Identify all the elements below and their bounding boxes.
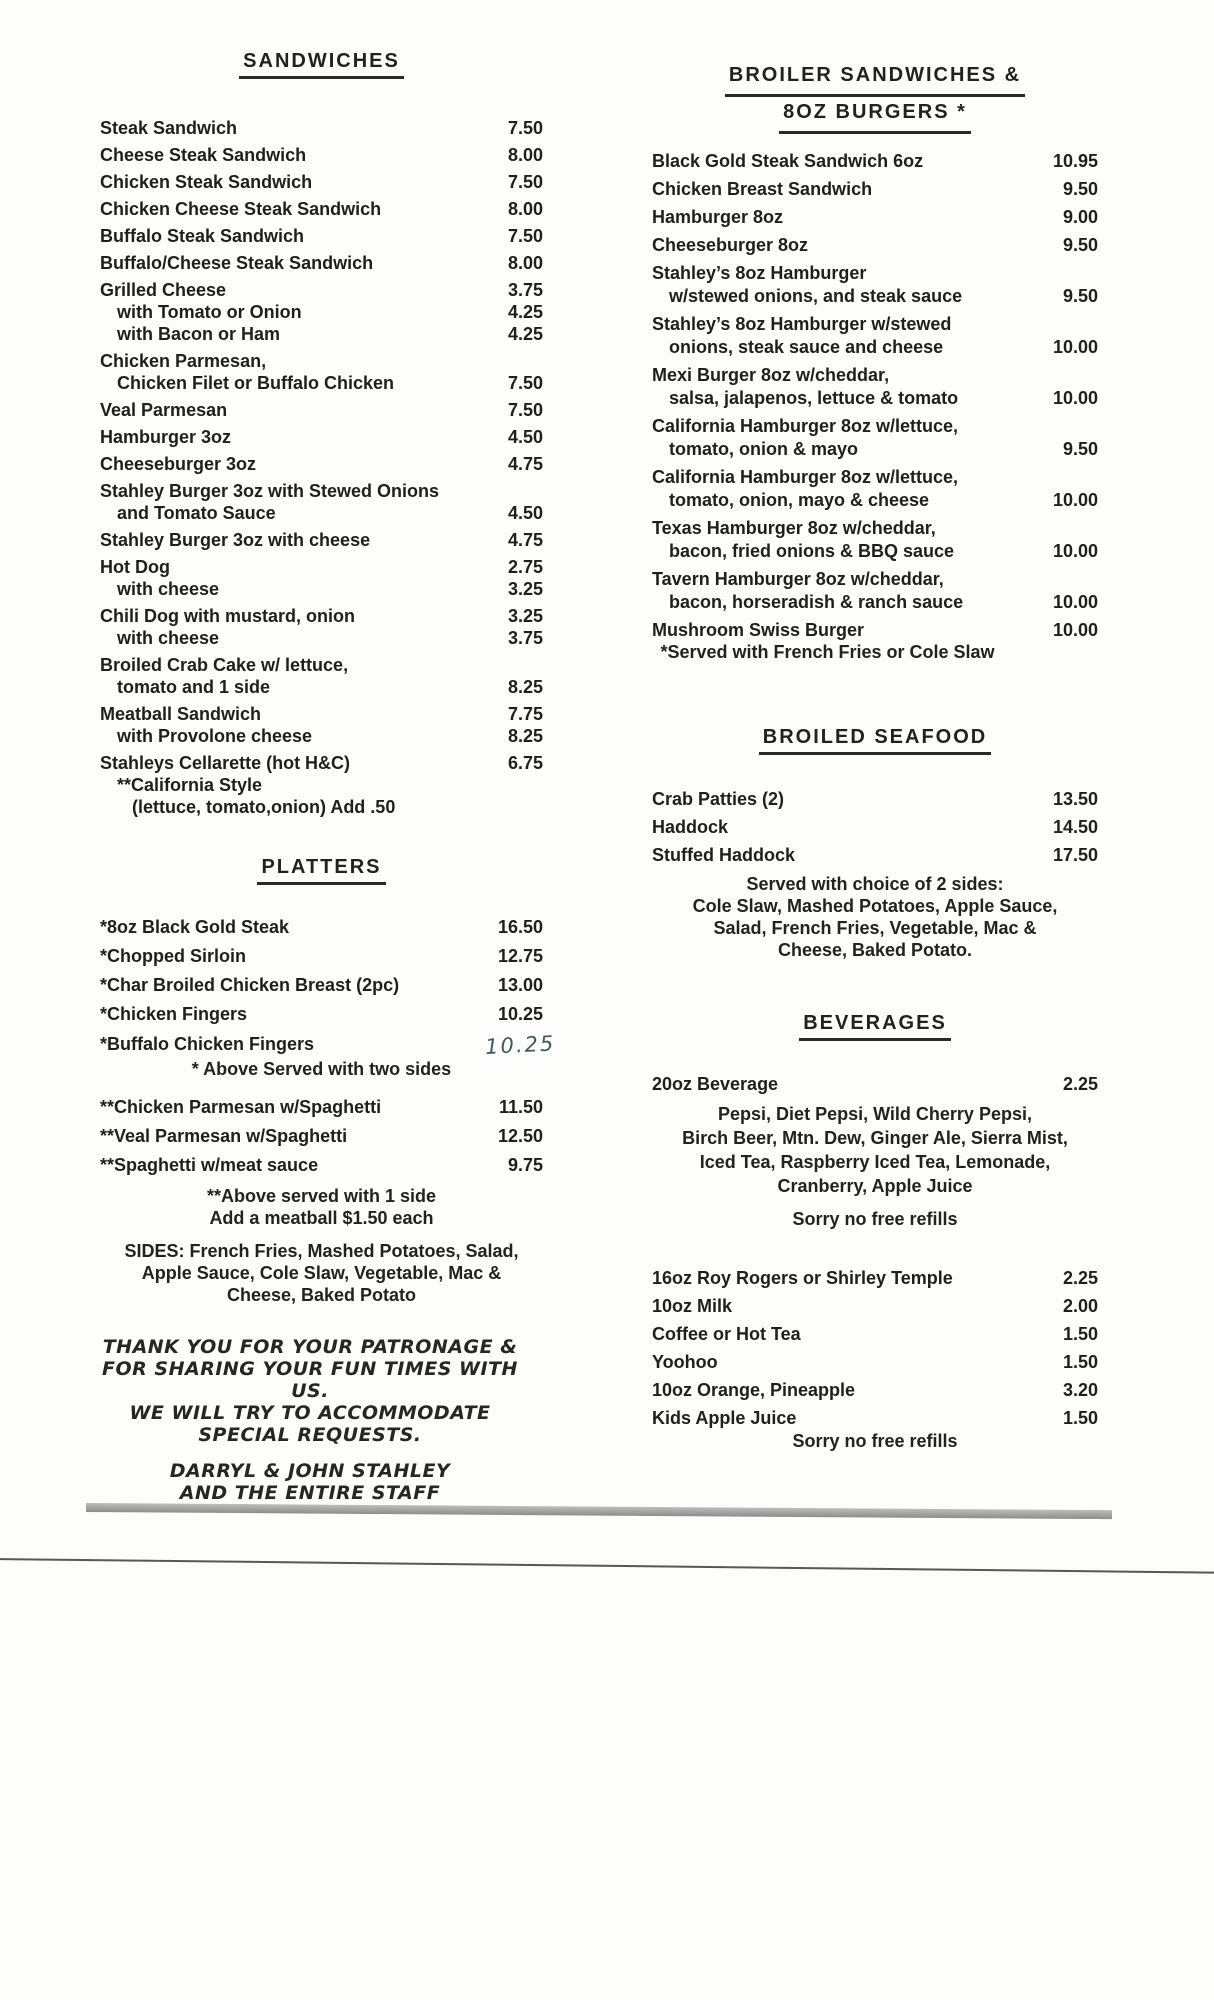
menu-item-row — [100, 915, 543, 939]
menu-item-row — [652, 285, 1098, 308]
menu-item-row — [100, 973, 543, 997]
menu-item-name: *Chicken Fingers — [100, 1004, 248, 1024]
menu-item-row — [652, 1267, 1098, 1290]
text-line: Cole Slaw, Mashed Potatoes, Apple Sauce, — [692, 896, 1058, 916]
menu-item-name: **Veal Parmesan w/Spaghetti — [100, 1126, 348, 1146]
menu-item-row — [652, 364, 1098, 387]
menu-item-row — [652, 568, 1098, 591]
menu-item-row — [652, 262, 1098, 285]
menu-item-price: 2.00 — [1062, 1296, 1098, 1316]
menu-item-row — [100, 529, 543, 551]
menu-item-name: Veal Parmesan — [100, 400, 228, 420]
menu-item-row — [652, 619, 1098, 642]
menu-item-price: 17.50 — [1052, 845, 1098, 865]
menu-item-price: 9.75 — [507, 1155, 543, 1175]
menu-item-row — [652, 1295, 1098, 1318]
thick-divider-line — [86, 1503, 1112, 1519]
menu-item-name: Chicken Cheese Steak Sandwich — [100, 199, 382, 219]
menu-item-name: Cheese Steak Sandwich — [100, 145, 307, 165]
thank-you-lines — [90, 1336, 530, 1446]
menu-item-row — [652, 234, 1098, 257]
menu-item-price: 7.50 — [507, 373, 543, 393]
menu-item-row — [652, 387, 1098, 410]
broiler-heading — [652, 60, 1098, 134]
menu-item-price: 10.00 — [1052, 541, 1098, 561]
menu-item-row — [652, 336, 1098, 359]
menu-item-price: 1.50 — [1062, 1352, 1098, 1372]
menu-item-row — [100, 1153, 543, 1177]
menu-item-price: 3.20 — [1062, 1380, 1098, 1400]
menu-item-name: Crab Patties (2) — [652, 789, 785, 809]
platters-note-meatball: Add a meatball $1.50 each — [209, 1208, 434, 1228]
text-line: Served with choice of 2 sides: — [746, 874, 1004, 894]
platters-note-one-side — [100, 1185, 543, 1229]
text-line: Birch Beer, Mtn. Dew, Ginger Ale, Sierra Mist, — [682, 1128, 1068, 1148]
menu-item-price: 9.00 — [1062, 207, 1098, 227]
menu-item-name: with cheese — [117, 628, 220, 648]
menu-item-row — [100, 350, 543, 372]
text-line: SIDES: French Fries, Mashed Potatoes, Salad, — [124, 1241, 519, 1261]
menu-item-name: Cheeseburger 3oz — [100, 454, 257, 474]
menu-item-row — [652, 1073, 1098, 1096]
menu-item-price: 4.50 — [507, 503, 543, 523]
menu-item-price: 13.00 — [497, 975, 543, 995]
menu-item-row — [652, 517, 1098, 540]
menu-item-name: *Char Broiled Chicken Breast (2pc) — [100, 975, 400, 995]
menu-item-row — [100, 1124, 543, 1148]
menu-item-row — [100, 676, 543, 698]
menu-item-row — [100, 627, 543, 649]
menu-item-name: Cheeseburger 8oz — [652, 235, 809, 255]
menu-item-name: 10oz Orange, Pineapple — [652, 1380, 856, 1400]
menu-item-name: with Bacon or Ham — [117, 324, 281, 344]
menu-item-price: 10.00 — [1052, 490, 1098, 510]
menu-item-row — [652, 1379, 1098, 1402]
menu-item-name: with Tomato or Onion — [117, 302, 302, 322]
menu-item-row — [100, 605, 543, 627]
menu-item-price: 7.75 — [507, 704, 543, 724]
menu-item-price: 8.00 — [507, 253, 543, 273]
menu-item-name: Broiled Crab Cake w/ lettuce, — [100, 655, 349, 675]
menu-item-price: 7.50 — [507, 400, 543, 420]
menu-item-price: 11.50 — [498, 1097, 543, 1117]
broiler-heading-line2: 8OZ BURGERS * — [652, 97, 1098, 134]
menu-item-row — [100, 1095, 543, 1119]
menu-item-name: bacon, horseradish & ranch sauce — [669, 592, 964, 612]
menu-item-row — [100, 453, 543, 475]
menu-item-name: 10oz Milk — [652, 1296, 733, 1316]
page-edge-line — [0, 1558, 1214, 1574]
menu-item-name: Meatball Sandwich — [100, 704, 262, 724]
menu-item-name: Stahley Burger 3oz with cheese — [100, 530, 371, 550]
menu-item-price: 12.50 — [497, 1126, 543, 1146]
menu-item-name: Mexi Burger 8oz w/cheddar, — [652, 365, 890, 385]
menu-item-price: 10.00 — [1052, 337, 1098, 357]
menu-item-row — [652, 438, 1098, 461]
menu-item-row — [100, 502, 543, 524]
menu-item-price: 4.25 — [507, 302, 543, 322]
menu-item-name: onions, steak sauce and cheese — [669, 337, 944, 357]
text-line: Cheese, Baked Potato. — [777, 940, 973, 960]
menu-item-name: *Buffalo Chicken Fingers — [100, 1034, 315, 1054]
text-line: WE WILL TRY TO ACCOMMODATE — [129, 1402, 491, 1424]
menu-item-row — [100, 725, 543, 747]
menu-item-price: 9.50 — [1062, 179, 1098, 199]
menu-item-name: Grilled Cheese — [100, 280, 227, 300]
menu-item-row — [100, 796, 543, 818]
menu-item-row — [652, 313, 1098, 336]
menu-item-name: tomato, onion & mayo — [669, 439, 858, 459]
menu-item-name: Hot Dog — [100, 557, 170, 577]
menu-item-price: 12.75 — [497, 946, 543, 966]
thank-you-note — [90, 1336, 530, 1504]
handwritten-price: 10.25 — [484, 1031, 556, 1059]
menu-item-price: 9.50 — [1062, 235, 1098, 255]
menu-item-row — [652, 1323, 1098, 1346]
text-line: SPECIAL REQUESTS. — [198, 1424, 422, 1446]
menu-item-name: Stahleys Cellarette (hot H&C) — [100, 753, 351, 773]
platters-list — [100, 910, 556, 1059]
menu-item-price: 16.50 — [497, 917, 543, 937]
menu-item-price: 7.50 — [507, 118, 543, 138]
menu-item-row — [100, 117, 543, 139]
menu-item-name: **California Style — [117, 775, 263, 795]
menu-item-price: 4.75 — [507, 530, 543, 550]
menu-item-name: Stahley’s 8oz Hamburger — [652, 263, 867, 283]
menu-item-price: 8.00 — [507, 145, 543, 165]
menu-item-row — [100, 480, 543, 502]
seafood-heading — [652, 726, 1098, 755]
beverages-heading — [652, 1012, 1098, 1041]
menu-item-row — [100, 144, 543, 166]
menu-item-name: *8oz Black Gold Steak — [100, 917, 290, 937]
menu-item-price: 10.95 — [1052, 151, 1098, 171]
seafood-list — [652, 783, 1098, 867]
menu-item-name: Stahley Burger 3oz with Stewed Onions — [100, 481, 440, 501]
menu-item-price: 8.25 — [507, 677, 543, 697]
text-line: Salad, French Fries, Vegetable, Mac & — [713, 918, 1037, 938]
menu-item-name: Stuffed Haddock — [652, 845, 796, 865]
menu-item-price: 10.00 — [1052, 592, 1098, 612]
sandwiches-heading-text: SANDWICHES — [239, 50, 404, 79]
menu-item-row — [652, 489, 1098, 512]
menu-item-price: 9.50 — [1062, 286, 1098, 306]
menu-item-name: Haddock — [652, 817, 729, 837]
menu-item-name: 16oz Roy Rogers or Shirley Temple — [652, 1268, 953, 1288]
menu-item-name: California Hamburger 8oz w/lettuce, — [652, 416, 959, 436]
platters-pasta-list — [100, 1090, 543, 1177]
menu-item-name: Black Gold Steak Sandwich 6oz — [652, 151, 924, 171]
sides-list-text — [100, 1240, 543, 1306]
menu-item-row — [652, 178, 1098, 201]
menu-item-price: 8.00 — [507, 199, 543, 219]
menu-item-row — [652, 1351, 1098, 1374]
menu-item-price: 4.75 — [507, 454, 543, 474]
menu-item-name: Tavern Hamburger 8oz w/cheddar, — [652, 569, 944, 589]
text-line: Iced Tea, Raspberry Iced Tea, Lemonade, — [699, 1152, 1051, 1172]
menu-item-price: 2.25 — [1062, 1268, 1098, 1288]
menu-item-row — [100, 323, 543, 345]
text-line: Apple Sauce, Cole Slaw, Vegetable, Mac & — [141, 1263, 502, 1283]
menu-item-price: 4.25 — [507, 324, 543, 344]
menu-item-name: bacon, fried onions & BBQ sauce — [669, 541, 955, 561]
broiler-list — [652, 145, 1098, 642]
menu-item-price: 9.50 — [1062, 439, 1098, 459]
signature-lines — [90, 1460, 530, 1504]
platters-note-two-sides: * Above Served with two sides — [191, 1059, 452, 1079]
menu-item-name: Coffee or Hot Tea — [652, 1324, 801, 1344]
text-line: Pepsi, Diet Pepsi, Wild Cherry Pepsi, — [718, 1104, 1032, 1124]
menu-item-price: 6.75 — [507, 753, 543, 773]
menu-item-row — [100, 556, 543, 578]
menu-item-row — [100, 752, 543, 774]
platters-note-one-side-line1: **Above served with 1 side — [206, 1186, 437, 1206]
menu-item-name: Steak Sandwich — [100, 118, 238, 138]
beverages-heading-text: BEVERAGES — [799, 1012, 951, 1041]
menu-item-name: Hamburger 8oz — [652, 207, 784, 227]
no-free-refills-2: Sorry no free refills — [792, 1431, 958, 1451]
menu-item-name: Chicken Breast Sandwich — [652, 179, 873, 199]
menu-item-price: 2.25 — [1062, 1074, 1098, 1094]
menu-item-price: 7.50 — [507, 172, 543, 192]
beverages-list-2 — [652, 1262, 1098, 1430]
menu-item-row — [652, 466, 1098, 489]
sandwiches-heading — [100, 50, 543, 79]
menu-item-price: 4.50 — [507, 427, 543, 447]
menu-item-row — [100, 1031, 556, 1059]
menu-item-name: California Hamburger 8oz w/lettuce, — [652, 467, 959, 487]
menu-item-name: Kids Apple Juice — [652, 1408, 797, 1428]
menu-item-price: 14.50 — [1052, 817, 1098, 837]
menu-item-name: Yoohoo — [652, 1352, 718, 1372]
menu-item-row — [100, 198, 543, 220]
menu-item-price: 10.25 — [497, 1004, 543, 1024]
menu-item-name: 20oz Beverage — [652, 1074, 779, 1094]
seafood-heading-text: BROILED SEAFOOD — [759, 726, 991, 755]
menu-item-price: 2.75 — [507, 557, 543, 577]
menu-item-row — [100, 252, 543, 274]
menu-item-name: Buffalo/Cheese Steak Sandwich — [100, 253, 374, 273]
menu-item-name: Stahley’s 8oz Hamburger w/stewed — [652, 314, 952, 334]
menu-item-row — [652, 415, 1098, 438]
menu-item-name: Texas Hamburger 8oz w/cheddar, — [652, 518, 936, 538]
menu-item-row — [100, 1002, 543, 1026]
menu-item-row — [652, 788, 1098, 811]
menu-item-name: Chili Dog with mustard, onion — [100, 606, 355, 626]
menu-item-name: Buffalo Steak Sandwich — [100, 226, 305, 246]
menu-item-name: tomato, onion, mayo & cheese — [669, 490, 930, 510]
menu-item-row — [652, 591, 1098, 614]
menu-item-price: 10.00 — [1052, 620, 1098, 640]
menu-item-name: **Spaghetti w/meat sauce — [100, 1155, 319, 1175]
menu-item-row — [100, 703, 543, 725]
menu-item-price: 3.25 — [507, 606, 543, 626]
menu-item-name: Mushroom Swiss Burger — [652, 620, 865, 640]
menu-item-row — [652, 844, 1098, 867]
menu-item-name: **Chicken Parmesan w/Spaghetti — [100, 1097, 382, 1117]
platters-heading — [100, 856, 543, 885]
no-free-refills-1: Sorry no free refills — [792, 1209, 958, 1229]
menu-item-price: 3.25 — [507, 579, 543, 599]
menu-item-price: 10.00 — [1052, 388, 1098, 408]
menu-item-price: 1.50 — [1062, 1324, 1098, 1344]
platters-heading-text: PLATTERS — [257, 856, 385, 885]
menu-item-row — [100, 774, 543, 796]
text-line: Cranberry, Apple Juice — [777, 1176, 973, 1196]
menu-item-row — [100, 426, 543, 448]
menu-item-name: tomato and 1 side — [117, 677, 271, 697]
menu-item-row — [652, 816, 1098, 839]
menu-item-name: Chicken Filet or Buffalo Chicken — [117, 373, 395, 393]
text-line: FOR SHARING YOUR FUN TIMES WITH US. — [102, 1358, 518, 1402]
menu-item-price: 7.50 — [507, 226, 543, 246]
beverage-flavors — [652, 1102, 1098, 1198]
beverages-list-1 — [652, 1068, 1098, 1096]
menu-item-row — [100, 372, 543, 394]
menu-item-name: *Chopped Sirloin — [100, 946, 246, 966]
text-line: THANK YOU FOR YOUR PATRONAGE & — [102, 1336, 518, 1358]
menu-item-price: 13.50 — [1052, 789, 1098, 809]
menu-item-name: w/stewed onions, and steak sauce — [669, 286, 963, 306]
menu-item-name: and Tomato Sauce — [117, 503, 276, 523]
menu-item-price: 3.75 — [507, 280, 543, 300]
sandwiches-list — [100, 112, 543, 818]
menu-item-row — [100, 225, 543, 247]
menu-item-price: 8.25 — [507, 726, 543, 746]
text-line: Cheese, Baked Potato — [226, 1285, 417, 1305]
menu-item-row — [100, 578, 543, 600]
menu-item-row — [100, 944, 543, 968]
menu-item-name: Chicken Parmesan, — [100, 351, 267, 371]
menu-item-row — [652, 206, 1098, 229]
menu-item-price: 1.50 — [1062, 1408, 1098, 1428]
menu-item-name: Hamburger 3oz — [100, 427, 232, 447]
menu-item-row — [100, 399, 543, 421]
menu-item-row — [100, 171, 543, 193]
broiler-heading-line1: BROILER SANDWICHES & — [652, 60, 1098, 97]
menu-item-row — [652, 540, 1098, 563]
menu-item-row — [100, 654, 543, 676]
seafood-sides-note — [652, 873, 1098, 961]
menu-item-name: Chicken Steak Sandwich — [100, 172, 313, 192]
text-line: AND THE ENTIRE STAFF — [179, 1482, 441, 1504]
menu-item-row — [652, 1407, 1098, 1430]
menu-item-row — [100, 301, 543, 323]
menu-item-name: (lettuce, tomato,onion) Add .50 — [132, 797, 396, 817]
broiler-footnote: *Served with French Fries or Cole Slaw — [660, 642, 995, 662]
menu-item-price: 3.75 — [507, 628, 543, 648]
menu-item-row — [652, 150, 1098, 173]
menu-item-row — [100, 279, 543, 301]
text-line: DARRYL & JOHN STAHLEY — [169, 1460, 451, 1482]
menu-item-name: salsa, jalapenos, lettuce & tomato — [669, 388, 959, 408]
menu-item-name: with cheese — [117, 579, 220, 599]
menu-item-name: with Provolone cheese — [117, 726, 313, 746]
